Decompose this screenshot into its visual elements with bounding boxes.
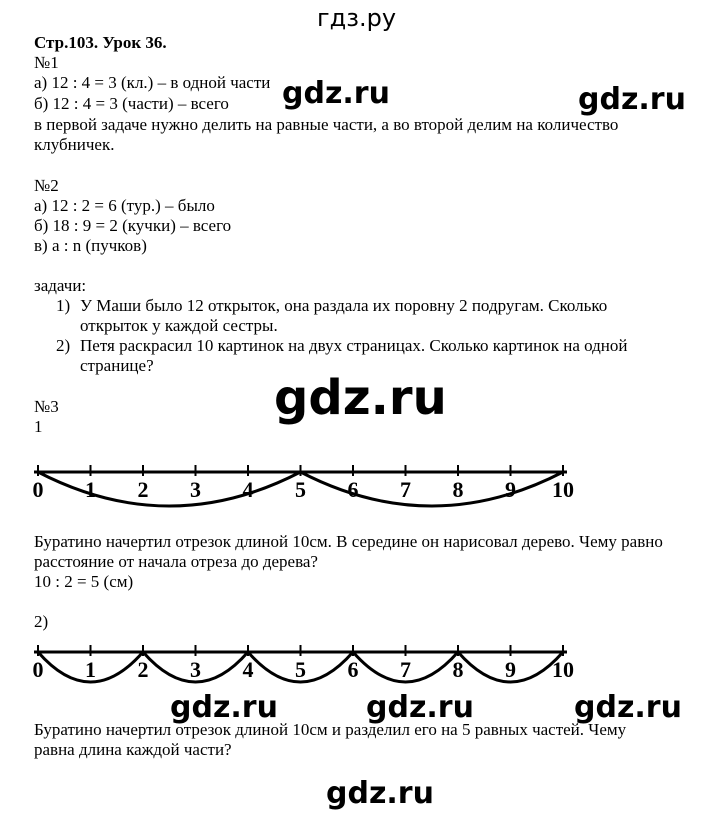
task-item-text-cont: открыток у каждой сестры.	[80, 316, 278, 335]
tick-label: 1	[85, 477, 96, 502]
tick-label: 9	[505, 657, 516, 682]
task1-number: №1	[34, 53, 59, 72]
task3-part1-answer: 10 : 2 = 5 (см)	[34, 572, 134, 591]
tick-label: 3	[190, 477, 201, 502]
tick-label: 10	[552, 477, 574, 502]
tick-label: 6	[347, 657, 359, 682]
task-item-text: У Маши было 12 открыток, она раздала их поровну 2 подругам. Сколько	[80, 296, 608, 315]
task1-explanation: в первой задаче нужно делить на равные части, а во второй делим на количество	[34, 115, 619, 134]
tick-label: 7	[400, 657, 411, 682]
tick-label: 0	[32, 477, 44, 502]
page-heading: Стр.103. Урок 36.	[34, 33, 167, 52]
division-arc	[301, 472, 564, 506]
tick-label: 4	[242, 477, 254, 502]
number-line-1	[28, 458, 578, 518]
watermark: gdz.ru	[326, 776, 434, 811]
task2-line-a: а) 12 : 2 = 6 (тур.) – было	[34, 196, 215, 215]
tick-label: 8	[452, 477, 464, 502]
task-item-text-cont: странице?	[80, 356, 154, 375]
task2-line-c: в) а : n (пучков)	[34, 236, 147, 255]
task-item-number: 2)	[56, 336, 71, 355]
number-line-2	[28, 638, 578, 698]
task3-part1-text-cont: расстояние от начала отреза до дерева?	[34, 552, 318, 571]
tick-label: 5	[295, 477, 306, 502]
tick-label: 4	[242, 657, 254, 682]
task3-part2-text-cont: равна длина каждой части?	[34, 740, 232, 759]
tick-label: 10	[552, 657, 574, 682]
watermark: gdz.ru	[282, 76, 390, 111]
division-arc	[38, 472, 301, 506]
task3-part1-text: Буратино начертил отрезок длиной 10см. В середине он нарисовал дерево. Чему равно	[34, 532, 663, 551]
tick-label: 9	[505, 477, 516, 502]
task-item-number: 1)	[56, 296, 71, 315]
task-item-text: Петя раскрасил 10 картинок на двух страницах. Сколько картинок на одной	[80, 336, 628, 355]
tick-label: 2	[137, 477, 149, 502]
watermark: gdz.ru	[366, 690, 474, 725]
watermark: gdz.ru	[574, 690, 682, 725]
tick-label: 5	[295, 657, 306, 682]
tick-label: 1	[85, 657, 96, 682]
task3-part2-label: 2)	[34, 612, 49, 631]
task3-part1-label: 1	[34, 417, 43, 436]
task1-explanation-cont: клубничек.	[34, 135, 115, 154]
watermark: gdz.ru	[170, 690, 278, 725]
tick-label: 8	[452, 657, 464, 682]
task2-number: №2	[34, 176, 59, 195]
watermark: gdz.ru	[274, 370, 447, 426]
watermark: gdz.ru	[578, 82, 686, 117]
tick-label: 7	[400, 477, 411, 502]
task1-line-a: а) 12 : 4 = 3 (кл.) – в одной части	[34, 73, 271, 92]
tick-label: 2	[137, 657, 149, 682]
task3-number: №3	[34, 397, 59, 416]
task3-part2-text: Буратино начертил отрезок длиной 10см и разделил его на 5 равных частей. Чему	[34, 720, 627, 739]
task1-line-b: б) 12 : 4 = 3 (части) – всего	[34, 94, 229, 113]
tick-label: 6	[347, 477, 359, 502]
task2-line-b: б) 18 : 9 = 2 (кучки) – всего	[34, 216, 232, 235]
tick-label: 0	[32, 657, 44, 682]
tick-label: 3	[190, 657, 201, 682]
site-header: гдз.ру	[317, 4, 397, 32]
tasks-label: задачи:	[34, 276, 87, 295]
